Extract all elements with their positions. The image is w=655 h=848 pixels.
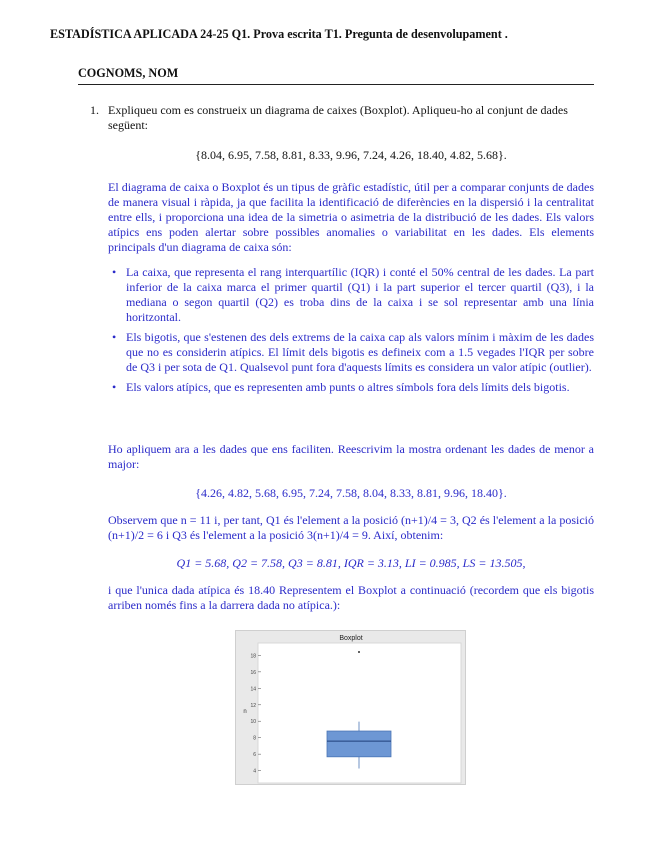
- bullet-caixa: • La caixa, que representa el rang interquartílic (IQR) i conté el 50% central de les dades. La part inferior de la caixa marca el primer quartil (Q1) i la part superior el tercer quartil (Q3), i la mediana o segon quartil (Q2) es troba dins de la caixa i se sol representar amb una línia horitzontal.: [108, 265, 594, 325]
- y-tick-label: 10: [250, 719, 256, 726]
- y-tick-label: 8: [253, 735, 256, 742]
- answer-bullets: [108, 265, 594, 400]
- y-tick-label: 14: [250, 686, 256, 693]
- boxplot-figure: [235, 630, 466, 785]
- iqr-box: [327, 731, 391, 757]
- y-axis-label: n: [243, 709, 247, 715]
- outlier-point: [358, 651, 360, 653]
- bullet-atipics: • Els valors atípics, que es representen amb punts o altres símbols fora dels límits dels bigotis.: [108, 380, 594, 395]
- y-tick-label: 4: [253, 768, 256, 775]
- observe-paragraph: Observem que n = 11 i, per tant, Q1 és l'element a la posició (n+1)/4 = 3, Q2 és l'element a la posició (n+1)/2 = 6 i Q3 és l'element a la posició 3(n+1)/4 = 9. Així, obtenim:: [108, 513, 594, 542]
- y-tick-label: 6: [253, 752, 256, 759]
- apply-paragraph: Ho apliquem ara a les dades que ens faciliten. Reescrivim la mostra ordenant les dades de menor a major:: [108, 442, 594, 471]
- question-number: 1.: [90, 103, 99, 117]
- answer-conclusion: [108, 583, 594, 613]
- question-text: Expliqueu com es construeix un diagrama de caixes (Boxplot). Apliqueu-ho al conjunt de dades següent:: [108, 103, 568, 132]
- intro-paragraph: El diagrama de caixa o Boxplot és un tipus de gràfic estadístic, útil per a comparar conjunts de dades de manera visual i ràpida, ja que facilita la identificació de diferències en la dispersió i la centralitat entre ells, i proporciona una idea de la simetria o asimetria de la distribució de les dades. Els valors atípics ens poden alertar sobre possibles anomalies o variabilitat en les dades. Els elements principals d'un diagrama de caixa són:: [108, 180, 594, 254]
- question: [90, 103, 594, 133]
- chart-title: Boxplot: [339, 635, 363, 642]
- bullet-bigotis: • Els bigotis, que s'estenen des dels extrems de la caixa cap als valors mínim i màxim de les dades que no es considerin atípics. El límit dels bigotis es defineix com a 1.5 vegades l'IQR per sobre de Q3 i per sota de Q1. Qualsevol punt fora d'aquests límits es considera un valor atípic (outlier).: [108, 330, 594, 375]
- plot-panel: [258, 643, 461, 783]
- y-tick-label: 18: [250, 653, 256, 660]
- dataset: {8.04, 6.95, 7.58, 8.81, 8.33, 9.96, 7.24, 4.26, 18.40, 4.82, 5.68}.: [195, 148, 507, 162]
- results-line: Q1 = 5.68, Q2 = 7.58, Q3 = 8.81, IQR = 3.13, LI = 0.985, LS = 13.505,: [176, 556, 526, 570]
- answer-observe: [108, 513, 594, 543]
- y-tick-label: 16: [250, 669, 256, 676]
- conclusion-paragraph: i que l'unica dada atípica és 18.40 Representem el Boxplot a continuació (recordem que els bigotis arriben només fins a la darrera dada no atípica.):: [108, 583, 594, 612]
- answer-intro: [108, 180, 594, 255]
- page-header: ESTADÍSTICA APLICADA 24-25 Q1. Prova escrita T1. Pregunta de desenvolupament .: [50, 27, 508, 41]
- sorted-data: {4.26, 4.82, 5.68, 6.95, 7.24, 7.58, 8.04, 8.33, 8.81, 9.96, 18.40}.: [195, 486, 507, 500]
- student-name-line: COGNOMS, NOM: [78, 66, 594, 85]
- boxplot-chart: [236, 631, 465, 784]
- answer-apply: [108, 442, 594, 472]
- y-tick-label: 12: [250, 702, 256, 709]
